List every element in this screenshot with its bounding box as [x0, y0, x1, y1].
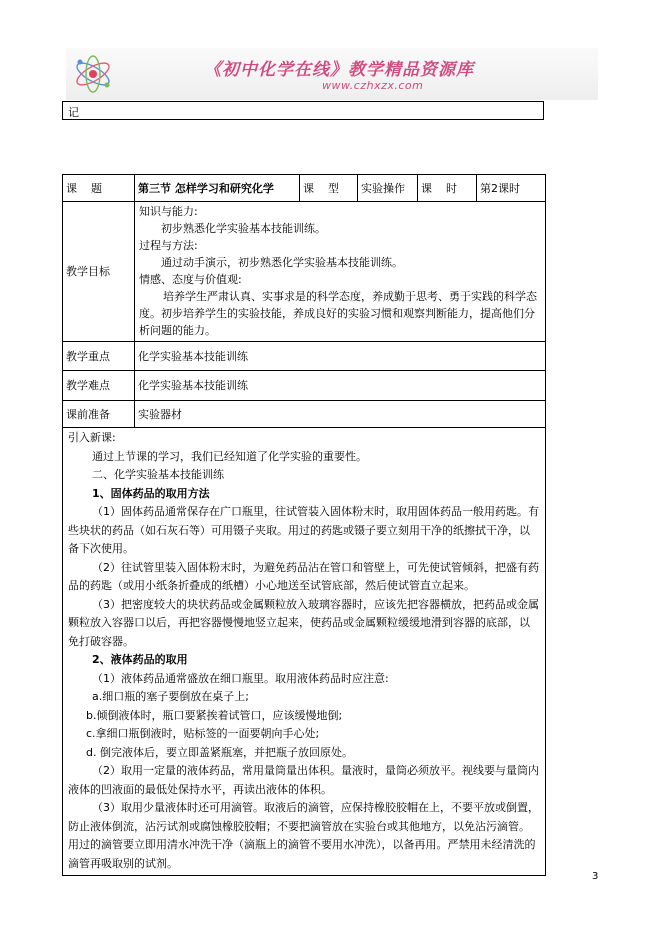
liquid-section-title: 2、液体药品的取用	[92, 653, 188, 666]
preparation-row	[63, 401, 546, 428]
label-type: 课型	[300, 175, 358, 202]
key-point-label: 教学重点	[63, 342, 135, 371]
label-topic: 课题	[63, 175, 135, 202]
content-row	[63, 428, 546, 876]
liquid-paragraph-1: （1）液体药品通常盛放在细口瓶里。取用液体药品时应注意:	[92, 671, 389, 685]
preparation-label: 课前准备	[63, 401, 135, 428]
difficulty-label: 教学难点	[63, 371, 135, 401]
difficulty-text: 化学实验基本技能训练	[135, 371, 546, 401]
molecule-logo-icon	[70, 52, 116, 96]
liquid-note-d: d. 倒完液体后，要立即盖紧瓶塞，并把瓶子放回原处。	[86, 745, 353, 759]
type-value: 实验操作	[358, 175, 418, 202]
goals-row	[63, 202, 546, 342]
liquid-paragraph-2: （2）取用一定量的液体药品，常用量筒量出体积。量液时，量筒必须放平。视线要与量筒内液体的凹液面的最低处保持水平，再读出液体的体积。	[68, 764, 539, 796]
solid-paragraph-2: （2）往试管里装入固体粉末时，为避免药品沾在管口和管壁上，可先使试管倾斜，把盛有药品的药匙（或用小纸条折叠成的纸槽）小心地送至试管底部，然后使试管直立起来。	[68, 560, 539, 592]
liquid-note-a: a.细口瓶的塞子要倒放在桌子上;	[92, 690, 249, 703]
liquid-note-b: b.倾倒液体时，瓶口要紧挨着试管口，应该缓慢地倒;	[86, 708, 343, 722]
header-row	[63, 175, 546, 202]
knowledge-title: 知识与能力:	[139, 205, 198, 218]
solid-paragraph-1: （1）固体药品通常保存在广口瓶里，往试管装入固体粉末时，取用固体药品一般用药匙。有些块状的药品（如石灰石等）可用镊子夹取。用过的药匙或镊子要立刻用干净的纸擦拭干净，以备下次使用。	[68, 505, 539, 555]
attitude-text: 培养学生严肃认真、实事求是的科学态度，养成勤于思考、勇于实践的科学态度。初步培养学生的实验技能，养成良好的实验习惯和观察判断能力，提高他们分析问题的能力。	[139, 290, 537, 337]
solid-paragraph-3: （3）把密度较大的块状药品或金属颗粒放入玻璃容器时，应该先把容器横放，把药品或金属颗粒放入容器口以后，再把容器慢慢地竖立起来，使药品或金属颗粒缓缓地滑到容器的底部，以免打破容器。	[68, 597, 539, 648]
section-two-title: 二、化学实验基本技能训练	[92, 468, 224, 481]
goals-content	[135, 202, 546, 342]
top-record-row	[62, 101, 544, 120]
lesson-plan-table	[62, 174, 546, 876]
key-point-text: 化学实验基本技能训练	[135, 342, 546, 371]
period-value: 第2课时	[477, 175, 546, 202]
topic-value: 第三节 怎样学习和研究化学	[135, 175, 300, 202]
banner-url[interactable]: www.czhxzx.com	[322, 79, 424, 92]
intro-text: 通过上节课的学习，我们已经知道了化学实验的重要性。	[92, 449, 367, 463]
process-title: 过程与方法:	[139, 239, 198, 252]
solid-section-title: 1、固体药品的取用方法	[92, 486, 210, 500]
lesson-content	[63, 428, 546, 876]
page-number: 3	[592, 871, 599, 882]
liquid-note-c: c.拿细口瓶倒液时，贴标签的一面要朝向手心处;	[86, 727, 320, 740]
knowledge-text: 初步熟悉化学实验基本技能训练。	[161, 222, 326, 235]
preparation-text: 实验器材	[135, 401, 546, 428]
intro-title: 引入新课:	[68, 431, 116, 444]
process-text: 通过动手演示，初步熟悉化学实验基本技能训练。	[161, 256, 403, 269]
key-point-row	[63, 342, 546, 371]
liquid-paragraph-3: （3）取用少量液体时还可用滴管。取液后的滴管，应保持橡胶胶帽在上，不要平放或倒置，防止液体倒流，沾污试剂或腐蚀橡胶胶帽；不要把滴管放在实验台或其他地方，以免沾污滴管。用过的滴管要立即用清水冲洗干净（滴瓶上的滴管不要用水冲洗），以备再用。严禁用未经清洗的滴管再吸取别的试剂。	[68, 801, 539, 870]
goals-label: 教学目标	[63, 202, 135, 342]
banner-title: 《初中化学在线》教学精品资源库	[204, 60, 474, 80]
header-banner	[66, 48, 598, 100]
record-label: 记	[68, 106, 79, 119]
difficulty-row	[63, 371, 546, 401]
attitude-title: 情感、态度与价值观:	[139, 273, 242, 286]
label-period: 课时	[418, 175, 477, 202]
